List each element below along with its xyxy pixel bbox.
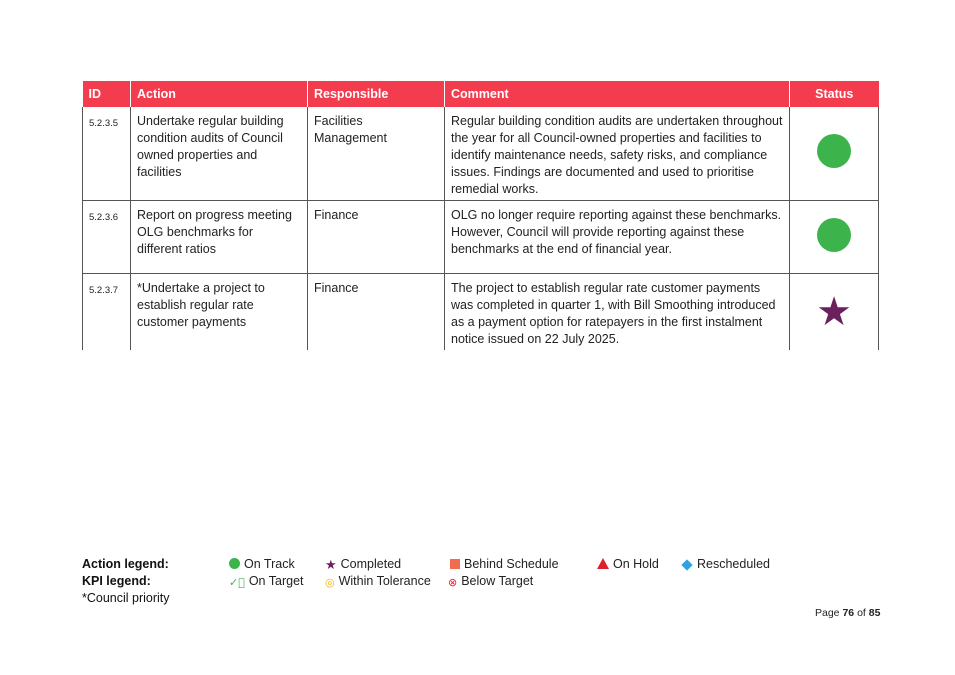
cell-comment: The project to establish regular rate customer payments was completed in quarter 1, with Bill Smoothing introduced as a payment option for ratepayers in the first instalment notice issued on 22 July 2025.: [445, 274, 790, 351]
header-status: Status: [790, 81, 879, 107]
legend-completed-label: Completed: [340, 557, 402, 571]
cell-action: *Undertake a project to establish regular rate customer payments: [131, 274, 308, 351]
below-target-icon: ⊗: [448, 576, 458, 589]
table-row: [83, 107, 879, 201]
header-id: ID: [83, 81, 131, 107]
page-total: 85: [868, 607, 881, 619]
legend-on-track: [229, 557, 295, 571]
council-priority-note: *Council priority: [82, 591, 170, 605]
legend-within-tolerance: [325, 574, 431, 589]
action-table: [82, 81, 879, 350]
cell-id: 5.2.3.6: [83, 201, 131, 274]
legend-on-target-label: On Target: [248, 574, 304, 588]
legend-rescheduled: [681, 557, 770, 571]
cell-comment: OLG no longer require reporting against these benchmarks. However, Council will provide reporting against these benchmarks at the end of financial year.: [445, 201, 790, 274]
table-row: [83, 201, 879, 274]
legend-on-target: [229, 574, 304, 589]
page-number: [815, 607, 880, 619]
header-responsible: Responsible: [308, 81, 445, 107]
behind-schedule-icon: [450, 559, 460, 569]
action-legend-label: Action legend:: [82, 557, 169, 571]
legend-behind-schedule: [450, 557, 559, 571]
cell-id: 5.2.3.5: [83, 107, 131, 201]
legend-within-tolerance-label: Within Tolerance: [338, 574, 431, 588]
legend-below-target-label: Below Target: [461, 574, 534, 588]
cell-status: [790, 201, 879, 274]
cell-id: 5.2.3.7: [83, 274, 131, 351]
table-header-row: [83, 81, 879, 107]
cell-status: [790, 274, 879, 351]
table-row: [83, 274, 879, 351]
cell-responsible: Facilities Management: [308, 107, 445, 201]
legend-completed: [325, 557, 401, 573]
kpi-legend-label: KPI legend:: [82, 574, 151, 588]
cell-comment: Regular building condition audits are undertaken throughout the year for all Council-owned properties and facilities to identify maintenance needs, safety risks, and compliance issues. Findings are documented and used to prioritise remedial works.: [445, 107, 790, 201]
legend-rescheduled-label: Rescheduled: [697, 557, 770, 571]
header-comment: Comment: [445, 81, 790, 107]
legend-behind-schedule-label: Behind Schedule: [464, 557, 559, 571]
rescheduled-diamond-icon: [681, 559, 692, 570]
cell-responsible: Finance: [308, 201, 445, 274]
on-target-check-icon: ✓⃝: [229, 576, 245, 589]
completed-star-icon: ★: [325, 558, 337, 573]
legend-on-hold: [597, 557, 659, 571]
legend-on-hold-label: On Hold: [613, 557, 659, 571]
on-track-icon: [817, 218, 851, 252]
cell-action: Report on progress meeting OLG benchmarks for different ratios: [131, 201, 308, 274]
legend-below-target: [448, 574, 533, 589]
within-tolerance-icon: ◎: [325, 576, 335, 589]
cell-status: [790, 107, 879, 201]
cell-responsible: Finance: [308, 274, 445, 351]
cell-action: Undertake regular building condition audits of Council owned properties and facilities: [131, 107, 308, 201]
page-of: of: [857, 607, 866, 619]
on-hold-triangle-icon: [597, 558, 609, 569]
completed-star-icon: ★: [816, 289, 852, 335]
on-track-icon: [817, 134, 851, 168]
page-current: 76: [842, 607, 855, 619]
page-prefix: Page: [815, 607, 840, 619]
on-track-icon: [229, 558, 240, 569]
header-action: Action: [131, 81, 308, 107]
legend-on-track-label: On Track: [244, 557, 295, 571]
